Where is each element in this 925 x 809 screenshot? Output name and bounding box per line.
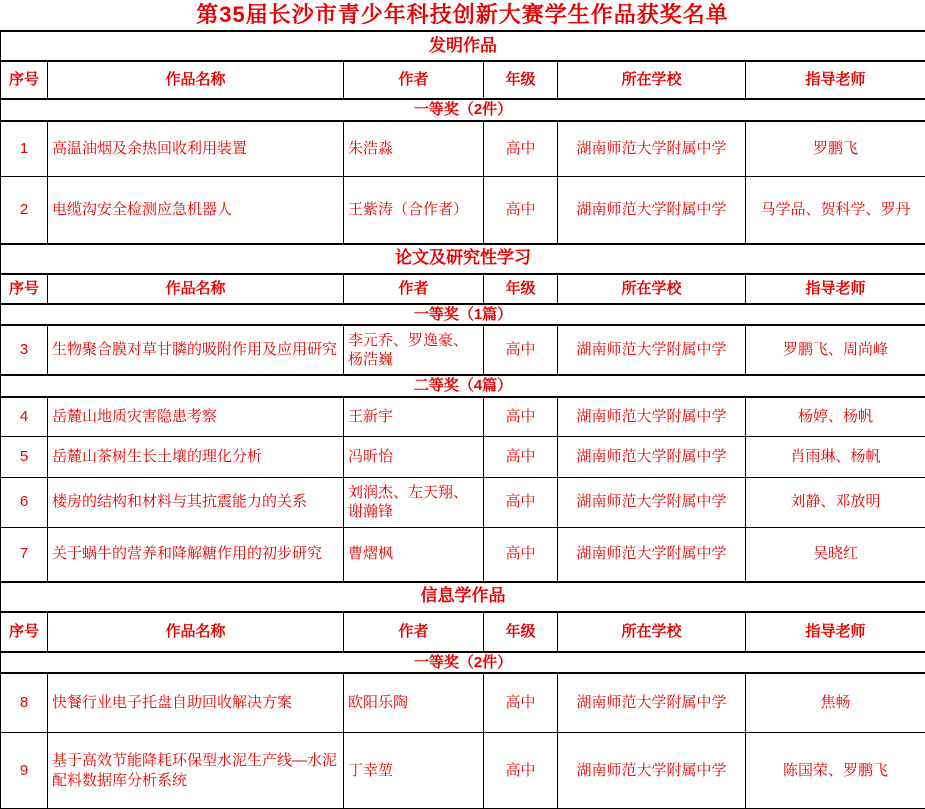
cell-author: 刘润杰、左天翔、谢瀚锋 xyxy=(344,477,484,527)
col-header-teachers: 指导老师 xyxy=(746,612,925,652)
cell-no: 4 xyxy=(1,397,48,437)
table-row xyxy=(1,673,925,733)
cell-grade: 高中 xyxy=(484,397,558,437)
column-header-row xyxy=(1,61,925,99)
section-title-row xyxy=(1,31,925,61)
col-header-no: 序号 xyxy=(1,61,48,99)
cell-grade: 高中 xyxy=(484,673,558,733)
col-header-school: 所在学校 xyxy=(558,274,746,304)
cell-teachers: 马学品、贺科学、罗丹 xyxy=(746,176,925,244)
award-row xyxy=(1,99,925,121)
table-row xyxy=(1,527,925,582)
table-row xyxy=(1,325,925,375)
award-label: 一等奖（2件） xyxy=(1,652,925,674)
cell-teachers: 罗鹏飞 xyxy=(746,121,925,177)
cell-author: 王新宇 xyxy=(344,397,484,437)
cell-author: 曹熠枫 xyxy=(344,527,484,582)
cell-grade: 高中 xyxy=(484,733,558,809)
column-header-row xyxy=(1,274,925,304)
cell-work: 高温油烟及余热回收利用装置 xyxy=(48,121,344,177)
section-title-row xyxy=(1,582,925,612)
table-row xyxy=(1,436,925,477)
cell-teachers: 肖雨琳、杨帆 xyxy=(746,436,925,477)
cell-no: 3 xyxy=(1,325,48,375)
table-row xyxy=(1,733,925,809)
col-header-teachers: 指导老师 xyxy=(746,274,925,304)
cell-school: 湖南师范大学附属中学 xyxy=(558,733,746,809)
page-title: 第35届长沙市青少年科技创新大赛学生作品获奖名单 xyxy=(0,0,925,30)
col-header-author: 作者 xyxy=(344,61,484,99)
col-header-work: 作品名称 xyxy=(48,612,344,652)
cell-work: 电缆沟安全检测应急机器人 xyxy=(48,176,344,244)
award-row xyxy=(1,304,925,326)
cell-school: 湖南师范大学附属中学 xyxy=(558,527,746,582)
cell-no: 6 xyxy=(1,477,48,527)
col-header-grade: 年级 xyxy=(484,61,558,99)
col-header-no: 序号 xyxy=(1,274,48,304)
cell-teachers: 罗鹏飞、周尚峰 xyxy=(746,325,925,375)
award-label: 一等奖（1篇） xyxy=(1,304,925,326)
cell-teachers: 刘静、邓放明 xyxy=(746,477,925,527)
cell-author: 王紫涛（合作者） xyxy=(344,176,484,244)
col-header-author: 作者 xyxy=(344,274,484,304)
cell-author: 李元乔、罗逸豪、杨浩巍 xyxy=(344,325,484,375)
cell-teachers: 焦畅 xyxy=(746,673,925,733)
col-header-grade: 年级 xyxy=(484,612,558,652)
section-title: 发明作品 xyxy=(1,31,925,61)
cell-no: 2 xyxy=(1,176,48,244)
cell-author: 冯昕怡 xyxy=(344,436,484,477)
cell-teachers: 吴晓红 xyxy=(746,527,925,582)
table-row xyxy=(1,176,925,244)
cell-no: 8 xyxy=(1,673,48,733)
cell-work: 基于高效节能降耗环保型水泥生产线—水泥配料数据库分析系统 xyxy=(48,733,344,809)
col-header-school: 所在学校 xyxy=(558,61,746,99)
award-row xyxy=(1,652,925,674)
cell-no: 1 xyxy=(1,121,48,177)
cell-grade: 高中 xyxy=(484,527,558,582)
section-title: 信息学作品 xyxy=(1,582,925,612)
cell-grade: 高中 xyxy=(484,176,558,244)
cell-work: 岳麓山地质灾害隐患考察 xyxy=(48,397,344,437)
col-header-no: 序号 xyxy=(1,612,48,652)
col-header-grade: 年级 xyxy=(484,274,558,304)
cell-grade: 高中 xyxy=(484,436,558,477)
section-title-row xyxy=(1,244,925,274)
award-row xyxy=(1,375,925,397)
cell-school: 湖南师范大学附属中学 xyxy=(558,325,746,375)
award-label: 二等奖（4篇） xyxy=(1,375,925,397)
cell-no: 9 xyxy=(1,733,48,809)
cell-no: 7 xyxy=(1,527,48,582)
cell-school: 湖南师范大学附属中学 xyxy=(558,436,746,477)
cell-author: 欧阳乐陶 xyxy=(344,673,484,733)
col-header-teachers: 指导老师 xyxy=(746,61,925,99)
table-row xyxy=(1,477,925,527)
cell-school: 湖南师范大学附属中学 xyxy=(558,477,746,527)
column-header-row xyxy=(1,612,925,652)
award-label: 一等奖（2件） xyxy=(1,99,925,121)
cell-grade: 高中 xyxy=(484,325,558,375)
cell-work: 生物聚合膜对草甘膦的吸附作用及应用研究 xyxy=(48,325,344,375)
cell-work: 岳麓山茶树生长土壤的理化分析 xyxy=(48,436,344,477)
cell-no: 5 xyxy=(1,436,48,477)
cell-school: 湖南师范大学附属中学 xyxy=(558,397,746,437)
cell-author: 丁幸堃 xyxy=(344,733,484,809)
cell-teachers: 陈国荣、罗鹏飞 xyxy=(746,733,925,809)
cell-work: 快餐行业电子托盘自助回收解决方案 xyxy=(48,673,344,733)
cell-school: 湖南师范大学附属中学 xyxy=(558,673,746,733)
col-header-work: 作品名称 xyxy=(48,274,344,304)
table-row xyxy=(1,397,925,437)
cell-school: 湖南师范大学附属中学 xyxy=(558,176,746,244)
section-title: 论文及研究性学习 xyxy=(1,244,925,274)
cell-teachers: 杨婷、杨帆 xyxy=(746,397,925,437)
cell-work: 关于蜗牛的营养和降解糖作用的初步研究 xyxy=(48,527,344,582)
table-row xyxy=(1,121,925,177)
cell-grade: 高中 xyxy=(484,121,558,177)
cell-school: 湖南师范大学附属中学 xyxy=(558,121,746,177)
cell-work: 楼房的结构和材料与其抗震能力的关系 xyxy=(48,477,344,527)
col-header-work: 作品名称 xyxy=(48,61,344,99)
cell-author: 朱浩淼 xyxy=(344,121,484,177)
awards-table xyxy=(0,30,925,809)
cell-grade: 高中 xyxy=(484,477,558,527)
col-header-author: 作者 xyxy=(344,612,484,652)
col-header-school: 所在学校 xyxy=(558,612,746,652)
